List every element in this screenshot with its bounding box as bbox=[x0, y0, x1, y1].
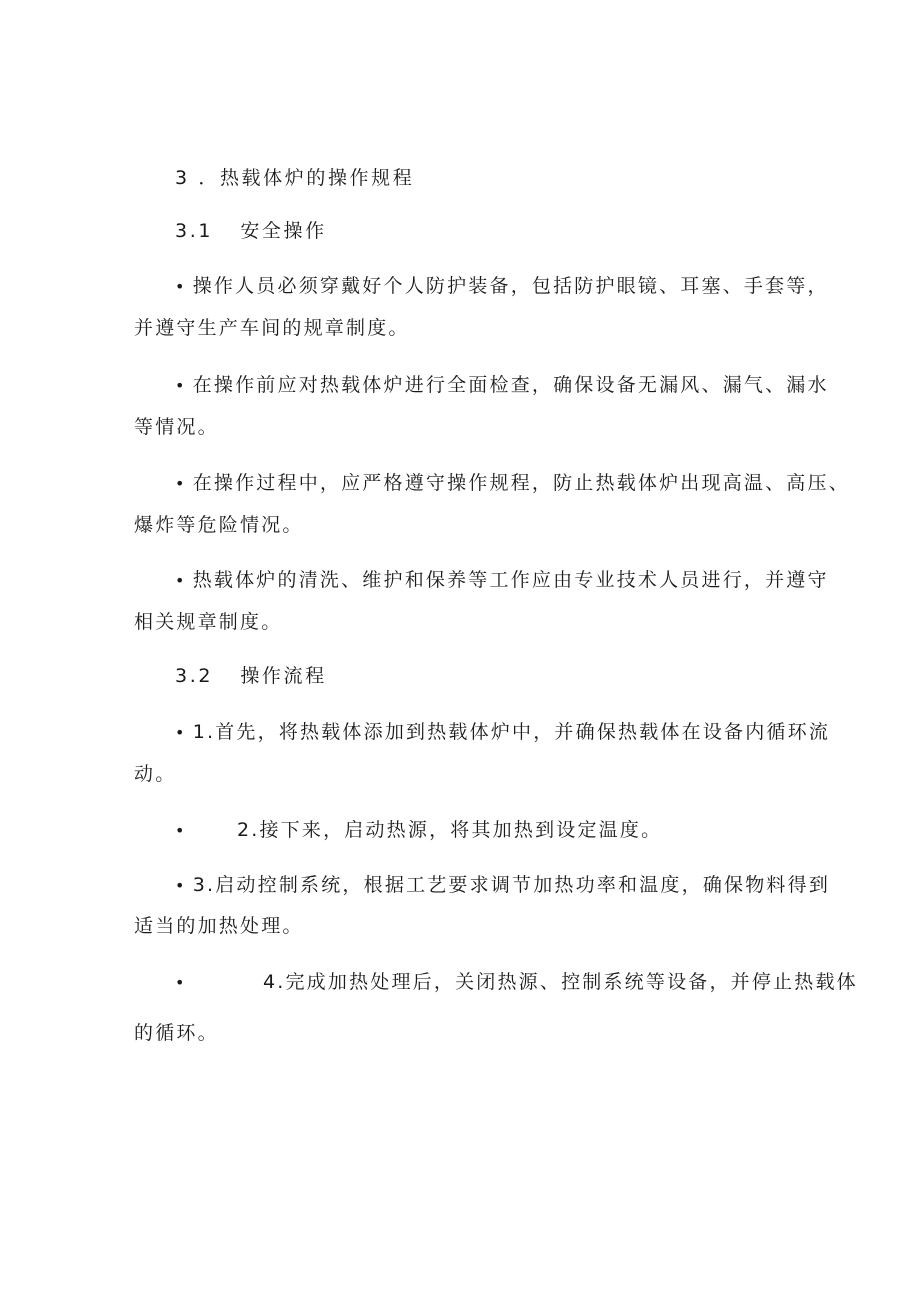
bullet-icon: • bbox=[175, 277, 185, 296]
section-title: ．热载体炉的操作规程 bbox=[198, 167, 415, 189]
bullet-icon: • bbox=[175, 723, 185, 742]
list-item-text: 相关规章制度。 bbox=[134, 611, 283, 633]
list-item-text: 3.启动控制系统，根据工艺要求调节加热功率和温度，确保物料得到 bbox=[192, 874, 831, 896]
bullet-icon: • bbox=[175, 571, 185, 590]
subsection-number: 3.2 bbox=[175, 665, 214, 687]
list-item-text: 适当的加热处理。 bbox=[134, 915, 304, 937]
bullet-icon: • bbox=[175, 821, 185, 840]
list-item-text: 4.完成加热处理后，关闭热源、控制系统等设备，并停止热载体 bbox=[262, 971, 858, 993]
bullet-icon: • bbox=[175, 876, 185, 895]
section-number: 3 bbox=[175, 167, 190, 189]
list-item-text: 在操作前应对热载体炉进行全面检查，确保设备无漏风、漏气、漏水 bbox=[192, 374, 829, 396]
list-item-text: 动。 bbox=[134, 763, 177, 785]
section-heading bbox=[175, 166, 414, 190]
subsection-number: 3.1 bbox=[175, 220, 214, 242]
subsection-heading-3-1 bbox=[175, 219, 327, 243]
list-item-text: 1.首先，将热载体添加到热载体炉中，并确保热载体在设备内循环流 bbox=[192, 721, 831, 743]
list-item-text: 热载体炉的清洗、维护和保养等工作应由专业技术人员进行，并遵守 bbox=[192, 569, 829, 591]
list-item-text: 操作人员必须穿戴好个人防护装备，包括防护眼镜、耳塞、手套等， bbox=[192, 275, 829, 297]
subsection-title: 安全操作 bbox=[240, 220, 327, 242]
list-item-text: 的循环。 bbox=[134, 1022, 219, 1044]
list-item-text: 在操作过程中，应严格遵守操作规程，防止热载体炉出现高温、高压、 bbox=[192, 472, 850, 494]
bullet-icon: • bbox=[175, 973, 185, 992]
list-item-text: 等情况。 bbox=[134, 416, 219, 438]
list-item-text: 2.接下来，启动热源，将其加热到设定温度。 bbox=[236, 819, 663, 841]
list-item-text: 爆炸等危险情况。 bbox=[134, 514, 304, 536]
bullet-icon: • bbox=[175, 376, 185, 395]
subsection-title: 操作流程 bbox=[240, 665, 327, 687]
subsection-heading-3-2 bbox=[175, 664, 327, 688]
bullet-icon: • bbox=[175, 474, 185, 493]
list-item-text: 并遵守生产车间的规章制度。 bbox=[134, 317, 410, 339]
